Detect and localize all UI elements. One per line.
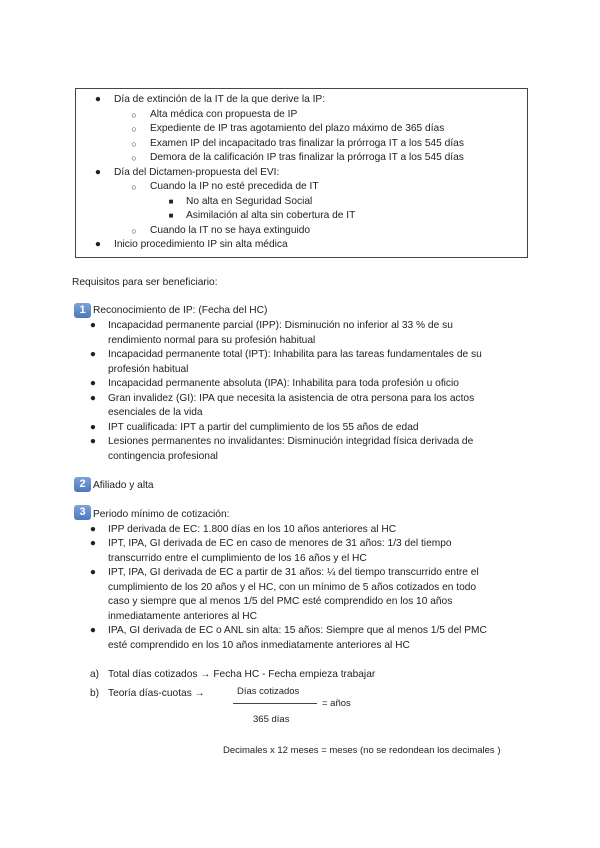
number-badge-3: 3 [74, 505, 91, 520]
bullet-circle: ○ [131, 110, 137, 120]
bullet-square: ■ [168, 197, 174, 206]
list-item: IPA, GI derivada de EC o ANL sin alta: 15 años: Siempre que al menos 1/5 del PMC [108, 625, 487, 636]
formula-numerator: Días cotizados [237, 686, 300, 697]
box-item: Inicio procedimiento IP sin alta médica [114, 239, 288, 250]
formula-denominator: 365 días [253, 714, 290, 725]
bullet-dot: ● [89, 349, 97, 360]
section-title: Periodo mínimo de cotización: [93, 509, 230, 520]
section-title: Afiliado y alta [93, 480, 154, 491]
list-label-a: a) [90, 669, 100, 680]
list-item: Lesiones permanentes no invalidantes: Disminución integridad física derivada de [108, 436, 474, 447]
bullet-dot: ● [89, 378, 97, 389]
list-item: Incapacidad permanente absoluta (IPA): Inhabilita para toda profesión u oficio [108, 378, 459, 389]
box-subitem: Demora de la calificación IP tras finalizar la prórroga IT a los 545 días [150, 152, 464, 163]
number-badge-2: 2 [74, 477, 91, 492]
fraction-line [233, 703, 317, 704]
bullet-dot: ● [89, 567, 97, 578]
bullet-dot: ● [89, 320, 97, 331]
list-item-cont: cumplimiento de los 20 años y el HC, con un mínimo de 5 años cotizados en todo [108, 582, 477, 593]
list-item-cont: esenciales de la vida [108, 407, 203, 418]
list-item: Incapacidad permanente parcial (IPP): Disminución no inferior al 33 % de su [108, 320, 453, 331]
bullet-dot: ● [89, 422, 97, 433]
bullet-dot: ● [94, 94, 102, 105]
requisitos-heading: Requisitos para ser beneficiario: [72, 277, 218, 288]
formula-result: = años [322, 698, 351, 709]
bullet-square: ■ [168, 211, 174, 220]
bullet-circle: ○ [131, 182, 137, 192]
bullet-circle: ○ [131, 153, 137, 163]
box-subitem: Examen IP del incapacitado tras finalizar la prórroga IT a los 545 días [150, 138, 464, 149]
list-item: IPT, IPA, GI derivada de EC en caso de menores de 31 años: 1/3 del tiempo [108, 538, 452, 549]
box-subitem: Alta médica con propuesta de IP [150, 109, 298, 120]
bullet-dot: ● [89, 436, 97, 447]
box-subitem: Expediente de IP tras agotamiento del plazo máximo de 365 días [150, 123, 445, 134]
bullet-dot: ● [89, 625, 97, 636]
box-subitem: Cuando la IT no se haya extinguido [150, 225, 311, 236]
section-title: Reconocimiento de IP: (Fecha del HC) [93, 305, 268, 316]
list-item-cont: esté comprendido en los 10 años inmediatamente anteriores al HC [108, 640, 410, 651]
bullet-dot: ● [94, 167, 102, 178]
box-subsubitem: Asimilación al alta sin cobertura de IT [186, 210, 356, 221]
list-item-cont: inmediatamente anteriores al HC [108, 611, 257, 622]
list-item-cont: caso y siempre que al menos 1/5 del PMC esté comprendido en los 10 años [108, 596, 453, 607]
box-item: Día de extinción de la IT de la que derive la IP: [114, 94, 326, 105]
bullet-circle: ○ [131, 139, 137, 149]
list-item: IPT cualificada: IPT a partir del cumplimiento de los 55 años de edad [108, 422, 419, 433]
box-subsubitem: No alta en Seguridad Social [186, 196, 313, 207]
list-item-cont: transcurrido entre el cumplimiento de los 16 años y el HC [108, 553, 367, 564]
bullet-dot: ● [94, 239, 102, 250]
list-item-cont: contingencia profesional [108, 451, 218, 462]
list-item: IPP derivada de EC: 1.800 días en los 10 años anteriores al HC [108, 524, 397, 535]
bullet-dot: ● [89, 524, 97, 535]
list-item-a: Total días cotizados → Fecha HC - Fecha empieza trabajar [108, 669, 376, 680]
number-badge-1: 1 [74, 303, 91, 318]
bullet-circle: ○ [131, 124, 137, 134]
list-item-cont: profesión habitual [108, 364, 189, 375]
list-item: IPT, IPA, GI derivada de EC a partir de 31 años: ¼ del tiempo transcurrido entre el [108, 567, 479, 578]
list-item-b: Teoría días-cuotas → [108, 688, 205, 699]
formula-note: Decimales x 12 meses = meses (no se redondean los decimales ) [223, 745, 501, 756]
box-subitem: Cuando la IP no esté precedida de IT [150, 181, 319, 192]
bullet-dot: ● [89, 393, 97, 404]
list-label-b: b) [90, 688, 100, 699]
bullet-dot: ● [89, 538, 97, 549]
list-item-cont: rendimiento normal para su profesión habitual [108, 335, 316, 346]
box-item: Día del Dictamen-propuesta del EVI: [114, 167, 280, 178]
list-item: Gran invalidez (GI): IPA que necesita la asistencia de otra persona para los actos [108, 393, 475, 404]
list-item: Incapacidad permanente total (IPT): Inhabilita para las tareas fundamentales de su [108, 349, 482, 360]
bullet-circle: ○ [131, 226, 137, 236]
